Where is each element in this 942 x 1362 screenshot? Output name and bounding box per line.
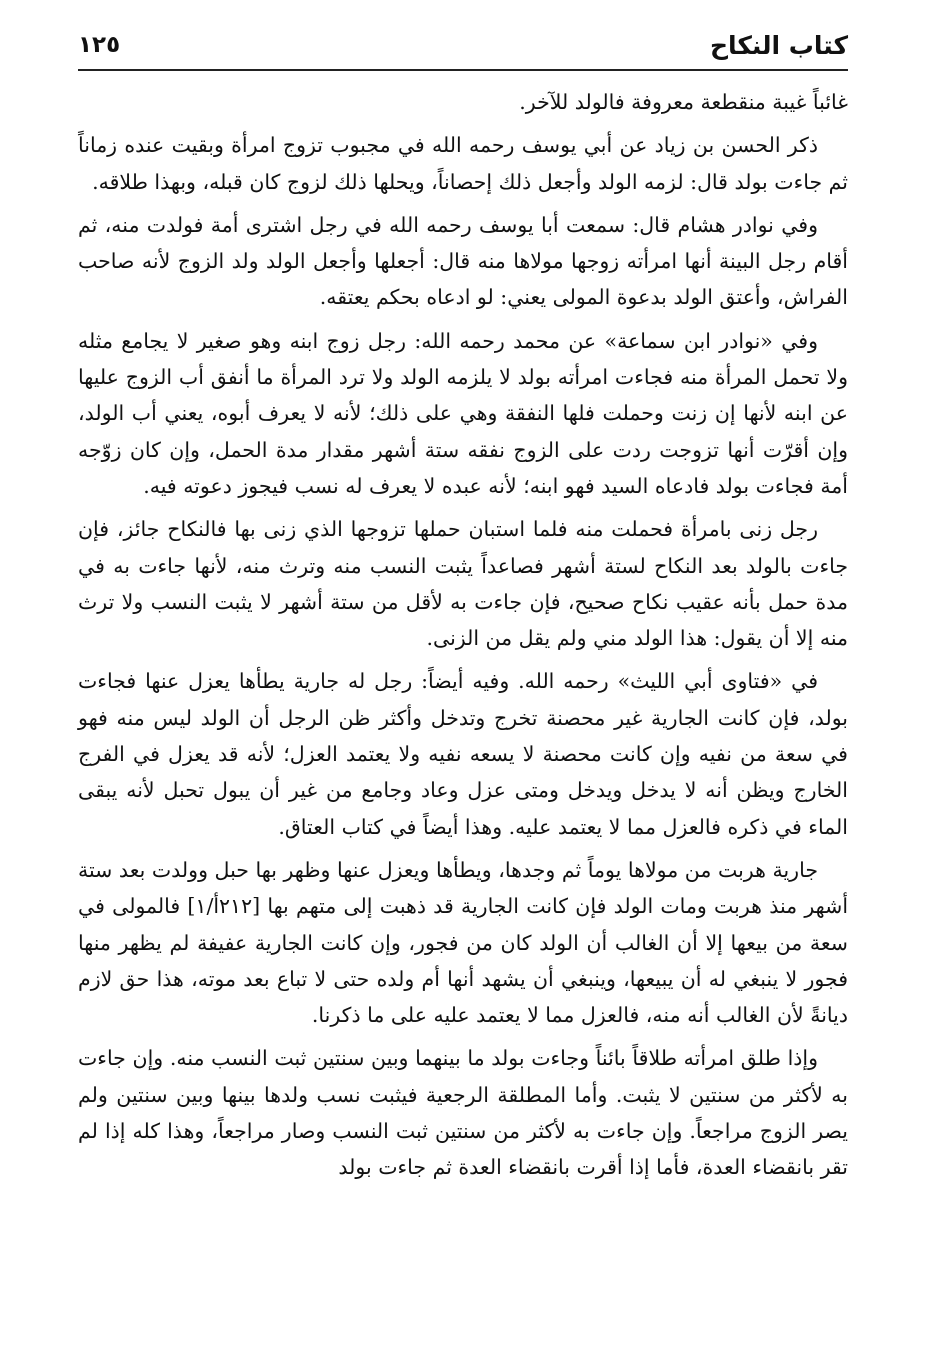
header-divider	[78, 69, 848, 71]
page-number: ١٢٥	[78, 32, 121, 58]
paragraph: رجل زنى بامرأة فحملت منه فلما استبان حملها تزوجها الذي زنى بها فالنكاح جائز، فإن جاءت بالولد بعد النكاح لستة أشهر فصاعداً يثبت النسب منه وترث منه، لأنها جاءت به في مدة حمل بأنه عقيب نكاح صحيح، فإن جاءت به لأقل من ستة أشهر لا يثبت النسب ولا ترث منه إلا أن يقول: هذا الولد مني ولم يقل من الزنى.	[78, 517, 848, 651]
paragraph: في «فتاوى أبي الليث» رحمه الله. وفيه أيضاً: رجل له جارية يطأها يعزل عنها فجاءت بولد، فإن كانت الجارية غير محصنة تخرج وتدخل وأكثر ظن الرجل أن الولد ليس منه فهو في سعة من نفيه وإن كانت محصنة لا يسعه نفيه ولا يعتمد العزل؛ لأنه قد يعزل في الفرج الخارج ويظن أنه لا يدخل ويدخل ومتى عزل وعاد وجامع من غير أن يبول تحبل لأنه يبقى الماء في ذكره فالعزل مما لا يعتمد عليه. وهذا أيضاً في كتاب العتاق.	[78, 669, 848, 839]
running-title: كتاب النكاح	[709, 30, 848, 60]
paragraph: وفي نوادر هشام قال: سمعت أبا يوسف رحمه الله في رجل اشترى أمة فولدت منه، ثم أقام رجل البينة أنها امرأته زوجها مولاها منه قال: أجعلها وأجعل الولد ولد الزوج لأنه صاحب الفراش، وأعتق الولد بدعوة المولى يعني: لو ادعاه بحكم يعتقه.	[78, 212, 848, 310]
paragraph: غائباً غيبة منقطعة معروفة فالولد للآخر.	[519, 90, 848, 114]
paragraph: ذكر الحسن بن زياد عن أبي يوسف رحمه الله في مجبوب تزوج امرأة وبقيت عنده زماناً ثم جاءت بولد قال: لزمه الولد وأجعل ذلك إحصاناً، ويحلها ذلك لزوج كان قبله، وبهذا طلاقه.	[78, 133, 848, 194]
paragraph: وإذا طلق امرأته طلاقاً بائناً وجاءت بولد ما بينهما وبين سنتين ثبت النسب منه. وإن جاءت به لأكثر من سنتين لا يثبت. وأما المطلقة الرجعية فيثبت نسب ولدها بينها وبين سنتين ولم يصر الزوج مراجعاً. وإن جاءت به لأكثر من سنتين ثبت النسب وصار مراجعاً، وهذا كله إذا لم تقر بانقضاء العدة، فأما إذا أقرت بانقضاء العدة ثم جاءت بولد	[78, 1046, 848, 1180]
paragraph: وفي «نوادر ابن سماعة» عن محمد رحمه الله: رجل زوج ابنه وهو صغير لا يجامع مثله ولا تحمل المرأة منه فجاءت امرأته بولد لا يلزمه الولد ولا ترد المرأة ما أنفق أب الزوج عليها عن ابنه لأنها إن زنت وحملت فلها النفقة وهي على ذلك؛ لأنه لا يعرف أبوه، يعني أب الولد، وإن أقرّت أنها تزوجت ردت على الزوج نفقه ستة أشهر مقدار مدة الحمل، وإن كان زوّجه أمة فجاءت بولد فادعاه السيد فهو ابنه؛ لأنه عبده لا يعرف له نسب فيجوز دعوته فيه.	[78, 328, 848, 498]
paragraph: جارية هربت من مولاها يوماً ثم وجدها، ويطأها ويعزل عنها وظهر بها حبل وولدت بعد ستة أشهر منذ هربت ومات الولد فإن كانت الجارية قد ذهبت إلى متهم بها [٢١٢أ/١] فالمولى في سعة من بيعها إلا أن الغالب أن الولد كان من فجور، وإن كانت الجارية عفيفة لم يظهر منها فجور لا ينبغي له أن يبيعها، وينبغي أن يشهد أنها أم ولده حتى لا تباع بعد موته، هذا حق لازم ديانةً لأن الغالب أنه منه، فالعزل مما لا يعتمد عليه على ما ذكرنا.	[78, 857, 849, 1028]
page-body	[78, 84, 848, 1193]
page-header	[78, 22, 848, 68]
